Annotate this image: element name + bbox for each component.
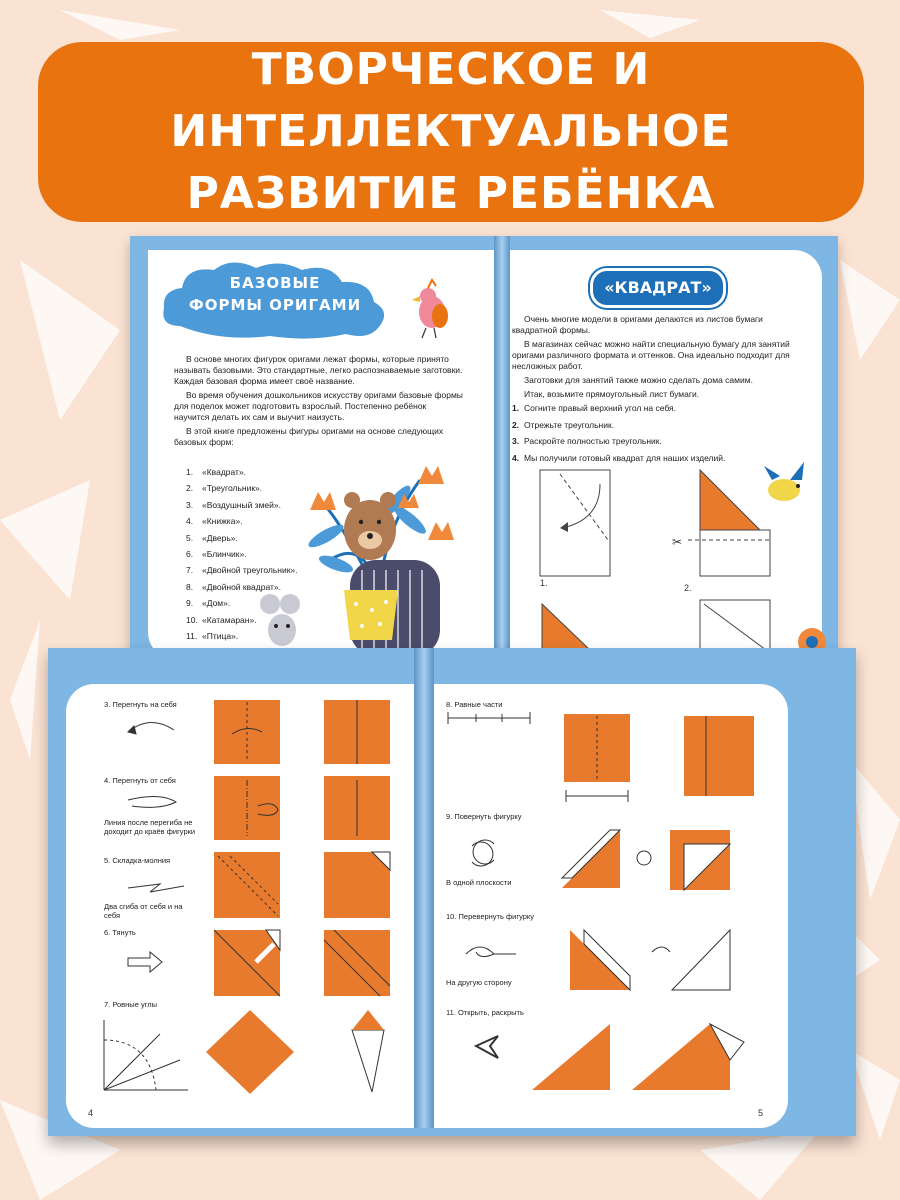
origami-square bbox=[324, 930, 390, 996]
list-item-text: «Блинчик». bbox=[202, 549, 247, 560]
square-paragraph: Заготовки для занятий также можно сделать дома самим. bbox=[524, 375, 753, 385]
origami-square bbox=[324, 700, 390, 764]
list-item-number: 2. bbox=[186, 483, 194, 494]
section-title bbox=[170, 272, 380, 316]
step-text: Мы получили готовый квадрат для наших изделий. bbox=[524, 452, 726, 463]
list-item-text: «Воздушный змей». bbox=[202, 499, 281, 510]
step-4-label: 4. Перегнуть от себя bbox=[104, 776, 176, 785]
origami-square bbox=[214, 930, 280, 996]
page-number: 5 bbox=[758, 1108, 764, 1118]
step-text: Раскройте полностью треугольник. bbox=[524, 436, 662, 446]
origami-square bbox=[324, 776, 390, 840]
list-item-number: 6. bbox=[186, 549, 194, 560]
list-item bbox=[186, 530, 298, 546]
square-intro-text bbox=[512, 314, 804, 403]
list-item bbox=[186, 628, 298, 644]
origami-square bbox=[214, 852, 280, 918]
step-number: 3. bbox=[512, 436, 520, 446]
list-item bbox=[186, 480, 298, 496]
list-item bbox=[186, 546, 298, 562]
list-item-number: 7. bbox=[186, 565, 194, 576]
step-4-note: Линия после перегиба не доходит до краёв фигурки bbox=[104, 818, 196, 836]
step-11-label: 11. Открыть, раскрыть bbox=[446, 1008, 524, 1017]
form-title-badge: «КВАДРАТ» bbox=[590, 268, 726, 308]
list-item bbox=[186, 595, 298, 611]
front-book-spine bbox=[414, 648, 434, 1128]
list-item-number: 5. bbox=[186, 532, 194, 543]
svg-text:✂: ✂ bbox=[672, 535, 683, 549]
step-item bbox=[512, 417, 804, 434]
list-item bbox=[186, 464, 298, 480]
list-item bbox=[186, 497, 298, 513]
back-book-spine bbox=[494, 236, 510, 676]
list-item-text: «Птица». bbox=[202, 631, 239, 642]
section-title-line1: БАЗОВЫЕ bbox=[229, 274, 321, 292]
square-paragraph: Очень многие модели в оригами делаются из листов бумаги квадратной формы. bbox=[512, 314, 763, 335]
list-item-number: 3. bbox=[186, 499, 194, 510]
step-6-label: 6. Тянуть bbox=[104, 928, 136, 937]
origami-square bbox=[214, 700, 280, 764]
step-number: 4. bbox=[512, 452, 520, 463]
step-7-label: 7. Ровные углы bbox=[104, 1000, 158, 1009]
step-9-label: 9. Повернуть фигурку bbox=[446, 812, 522, 821]
list-item-number: 1. bbox=[186, 467, 194, 477]
step-10-label: 10. Перевернуть фигурку bbox=[446, 912, 535, 921]
list-item-text: «Книжка». bbox=[202, 516, 243, 527]
list-item-number: 8. bbox=[186, 581, 194, 592]
list-item-number: 9. bbox=[186, 598, 194, 609]
base-forms-list bbox=[186, 464, 298, 644]
step-number: 2. bbox=[512, 419, 520, 430]
list-item-text: «Треугольник». bbox=[202, 483, 263, 494]
banner-title-line1: ТВОРЧЕСКОЕ И ИНТЕЛЛЕКТУАЛЬНОЕ bbox=[170, 44, 732, 157]
list-item-text: «Двойной квадрат». bbox=[202, 581, 281, 592]
origami-square bbox=[684, 716, 754, 796]
step-text: Отрежьте треугольник. bbox=[524, 419, 615, 430]
origami-square bbox=[564, 714, 630, 782]
step-item bbox=[512, 400, 804, 417]
header-banner bbox=[38, 42, 864, 222]
list-item-text: «Квадрат». bbox=[202, 467, 247, 477]
step-5-label: 5. Складка-молния bbox=[104, 856, 171, 865]
intro-paragraph: В этой книге предложены фигуры оригами на основе следующих базовых форм: bbox=[174, 426, 444, 447]
list-item bbox=[186, 579, 298, 595]
section-title-line2: ФОРМЫ ОРИГАМИ bbox=[188, 296, 362, 314]
figure-label: 2. bbox=[684, 583, 692, 593]
origami-square bbox=[214, 776, 280, 840]
intro-paragraph: Во время обучения дошкольников искусству оригами базовые формы для поделок может подготовить взрослый. Постепенно ребёнок научится делать их сам и выучит наизусть. bbox=[174, 390, 463, 422]
list-item-number: 10. bbox=[186, 614, 198, 625]
list-item-text: «Дом». bbox=[202, 598, 231, 609]
figure-label: 1. bbox=[540, 578, 548, 588]
intro-paragraph: В основе многих фигурок оригами лежат формы, которые принято называть базовыми. Это стандартные, легко распознаваемые заготовки. Каждая базовая форма имеет своё название. bbox=[174, 354, 463, 386]
banner-title-line2: РАЗВИТИЕ РЕБЁНКА bbox=[186, 168, 716, 219]
step-number: 1. bbox=[512, 403, 520, 413]
step-5-note: Два сгиба от себя и на себя bbox=[104, 902, 183, 920]
step-9-note: В одной плоскости bbox=[446, 878, 512, 887]
step-8-label: 8. Равные части bbox=[446, 700, 503, 709]
square-paragraph: Итак, возьмите прямоугольный лист бумаги. bbox=[524, 389, 700, 399]
list-item-number: 4. bbox=[186, 516, 194, 527]
step-item bbox=[512, 433, 804, 450]
intro-text bbox=[174, 354, 464, 451]
list-item-text: «Двойной треугольник». bbox=[202, 565, 298, 576]
page-number: 4 bbox=[88, 1108, 94, 1118]
list-item bbox=[186, 612, 298, 628]
list-item-text: «Катамаран». bbox=[202, 614, 257, 625]
step-3-label: 3. Перегнуть на себя bbox=[104, 700, 177, 709]
step-item bbox=[512, 450, 804, 467]
step-text: Согните правый верхний угол на себя. bbox=[524, 403, 677, 413]
list-item bbox=[186, 562, 298, 578]
list-item-text: «Дверь». bbox=[202, 532, 238, 543]
square-steps bbox=[512, 400, 804, 466]
step-10-note: На другую сторону bbox=[446, 978, 512, 987]
square-paragraph: В магазинах сейчас можно найти специальную бумагу для занятий оригами различного формата и оттенков. Она идеально подходит для несложных работ. bbox=[512, 339, 790, 371]
list-item-number: 11. bbox=[186, 631, 198, 642]
list-item bbox=[186, 513, 298, 529]
